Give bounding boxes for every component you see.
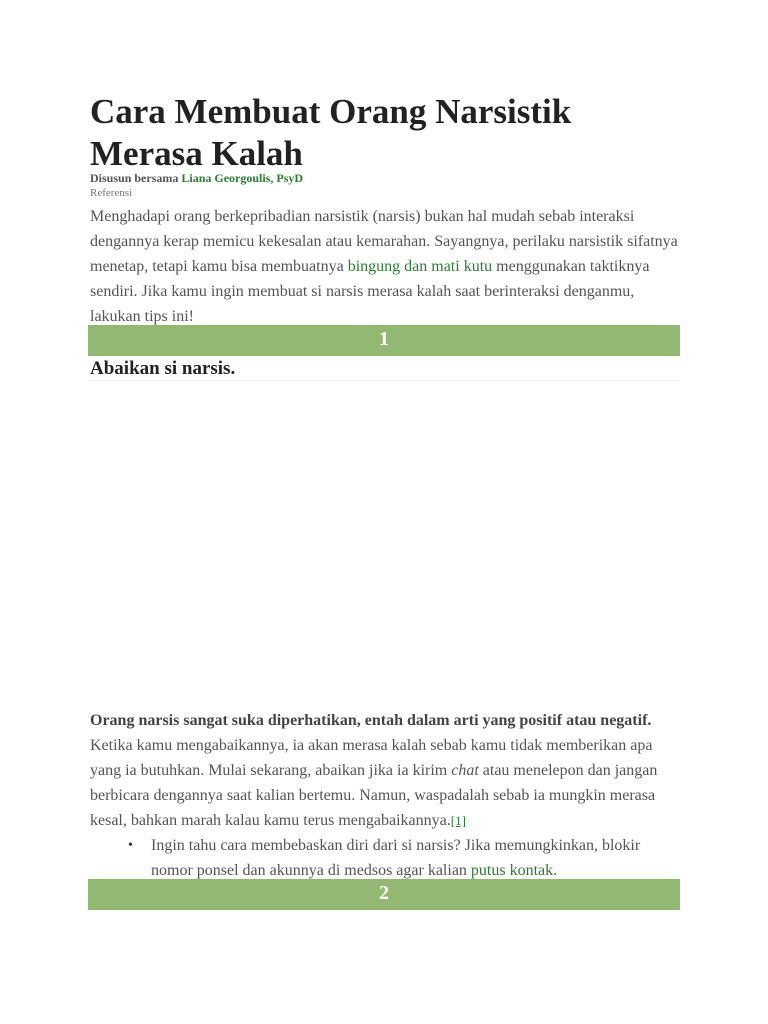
- step-body-paragraph: [90, 708, 684, 833]
- heading-divider: [88, 380, 680, 381]
- byline: [90, 171, 303, 186]
- tip-link[interactable]: putus kontak: [470, 862, 554, 879]
- intro-text-1: Menghadapi orang berkepribadian narsistik (narsis) bukan hal mudah sebab interaksi dengannya kerap memicu kekesalan atau kemarahan. Sayangnya, perilaku narsistik sifatnya menetap, tetapi kamu bisa membuatnya: [90, 208, 678, 275]
- tip-list: [90, 833, 684, 883]
- tip-end: .: [553, 862, 558, 879]
- byline-prefix: Disusun bersama: [90, 171, 182, 185]
- page-title: Cara Membuat Orang Narsistik Merasa Kalah: [90, 92, 572, 173]
- intro-paragraph: [90, 204, 684, 329]
- references-link[interactable]: Referensi: [90, 187, 133, 199]
- reference-link[interactable]: [1]: [450, 813, 466, 828]
- tip-item: [90, 833, 684, 883]
- step-number-bar-2: 2: [88, 879, 680, 910]
- intro-link[interactable]: bingung dan mati kutu: [347, 258, 493, 275]
- step-body-text-2: atau menelepon dan jangan berbicara dengannya saat kalian bertemu. Namun, waspadalah sebab ia mungkin merasa kesal, bahkan marah kalau kamu terus mengabaikannya.: [90, 762, 658, 829]
- bullet-icon: •: [128, 838, 133, 853]
- step-bold-lead: Orang narsis sangat suka diperhatikan, entah dalam arti yang positif atau negatif.: [90, 712, 652, 729]
- step-heading: Abaikan si narsis.: [90, 358, 236, 379]
- step-number-bar-1: 1: [88, 325, 680, 356]
- step-body-text-1: Ketika kamu mengabaikannya, ia akan merasa kalah sebab kamu tidak memberikan apa yang ia butuhkan. Mulai sekarang, abaikan jika ia kirim: [90, 737, 653, 779]
- tip-text: Ingin tahu cara membebaskan diri dari si narsis? Jika memungkinkan, blokir nomor ponsel dan akunnya di medsos agar kalian: [151, 837, 641, 879]
- step-body-italic: chat: [451, 762, 479, 779]
- intro-text-2: menggunakan taktiknya sendiri. Jika kamu ingin membuat si narsis merasa kalah saat berinteraksi denganmu, lakukan tips ini!: [90, 258, 650, 325]
- author-link[interactable]: Liana Georgoulis, PsyD: [181, 171, 304, 185]
